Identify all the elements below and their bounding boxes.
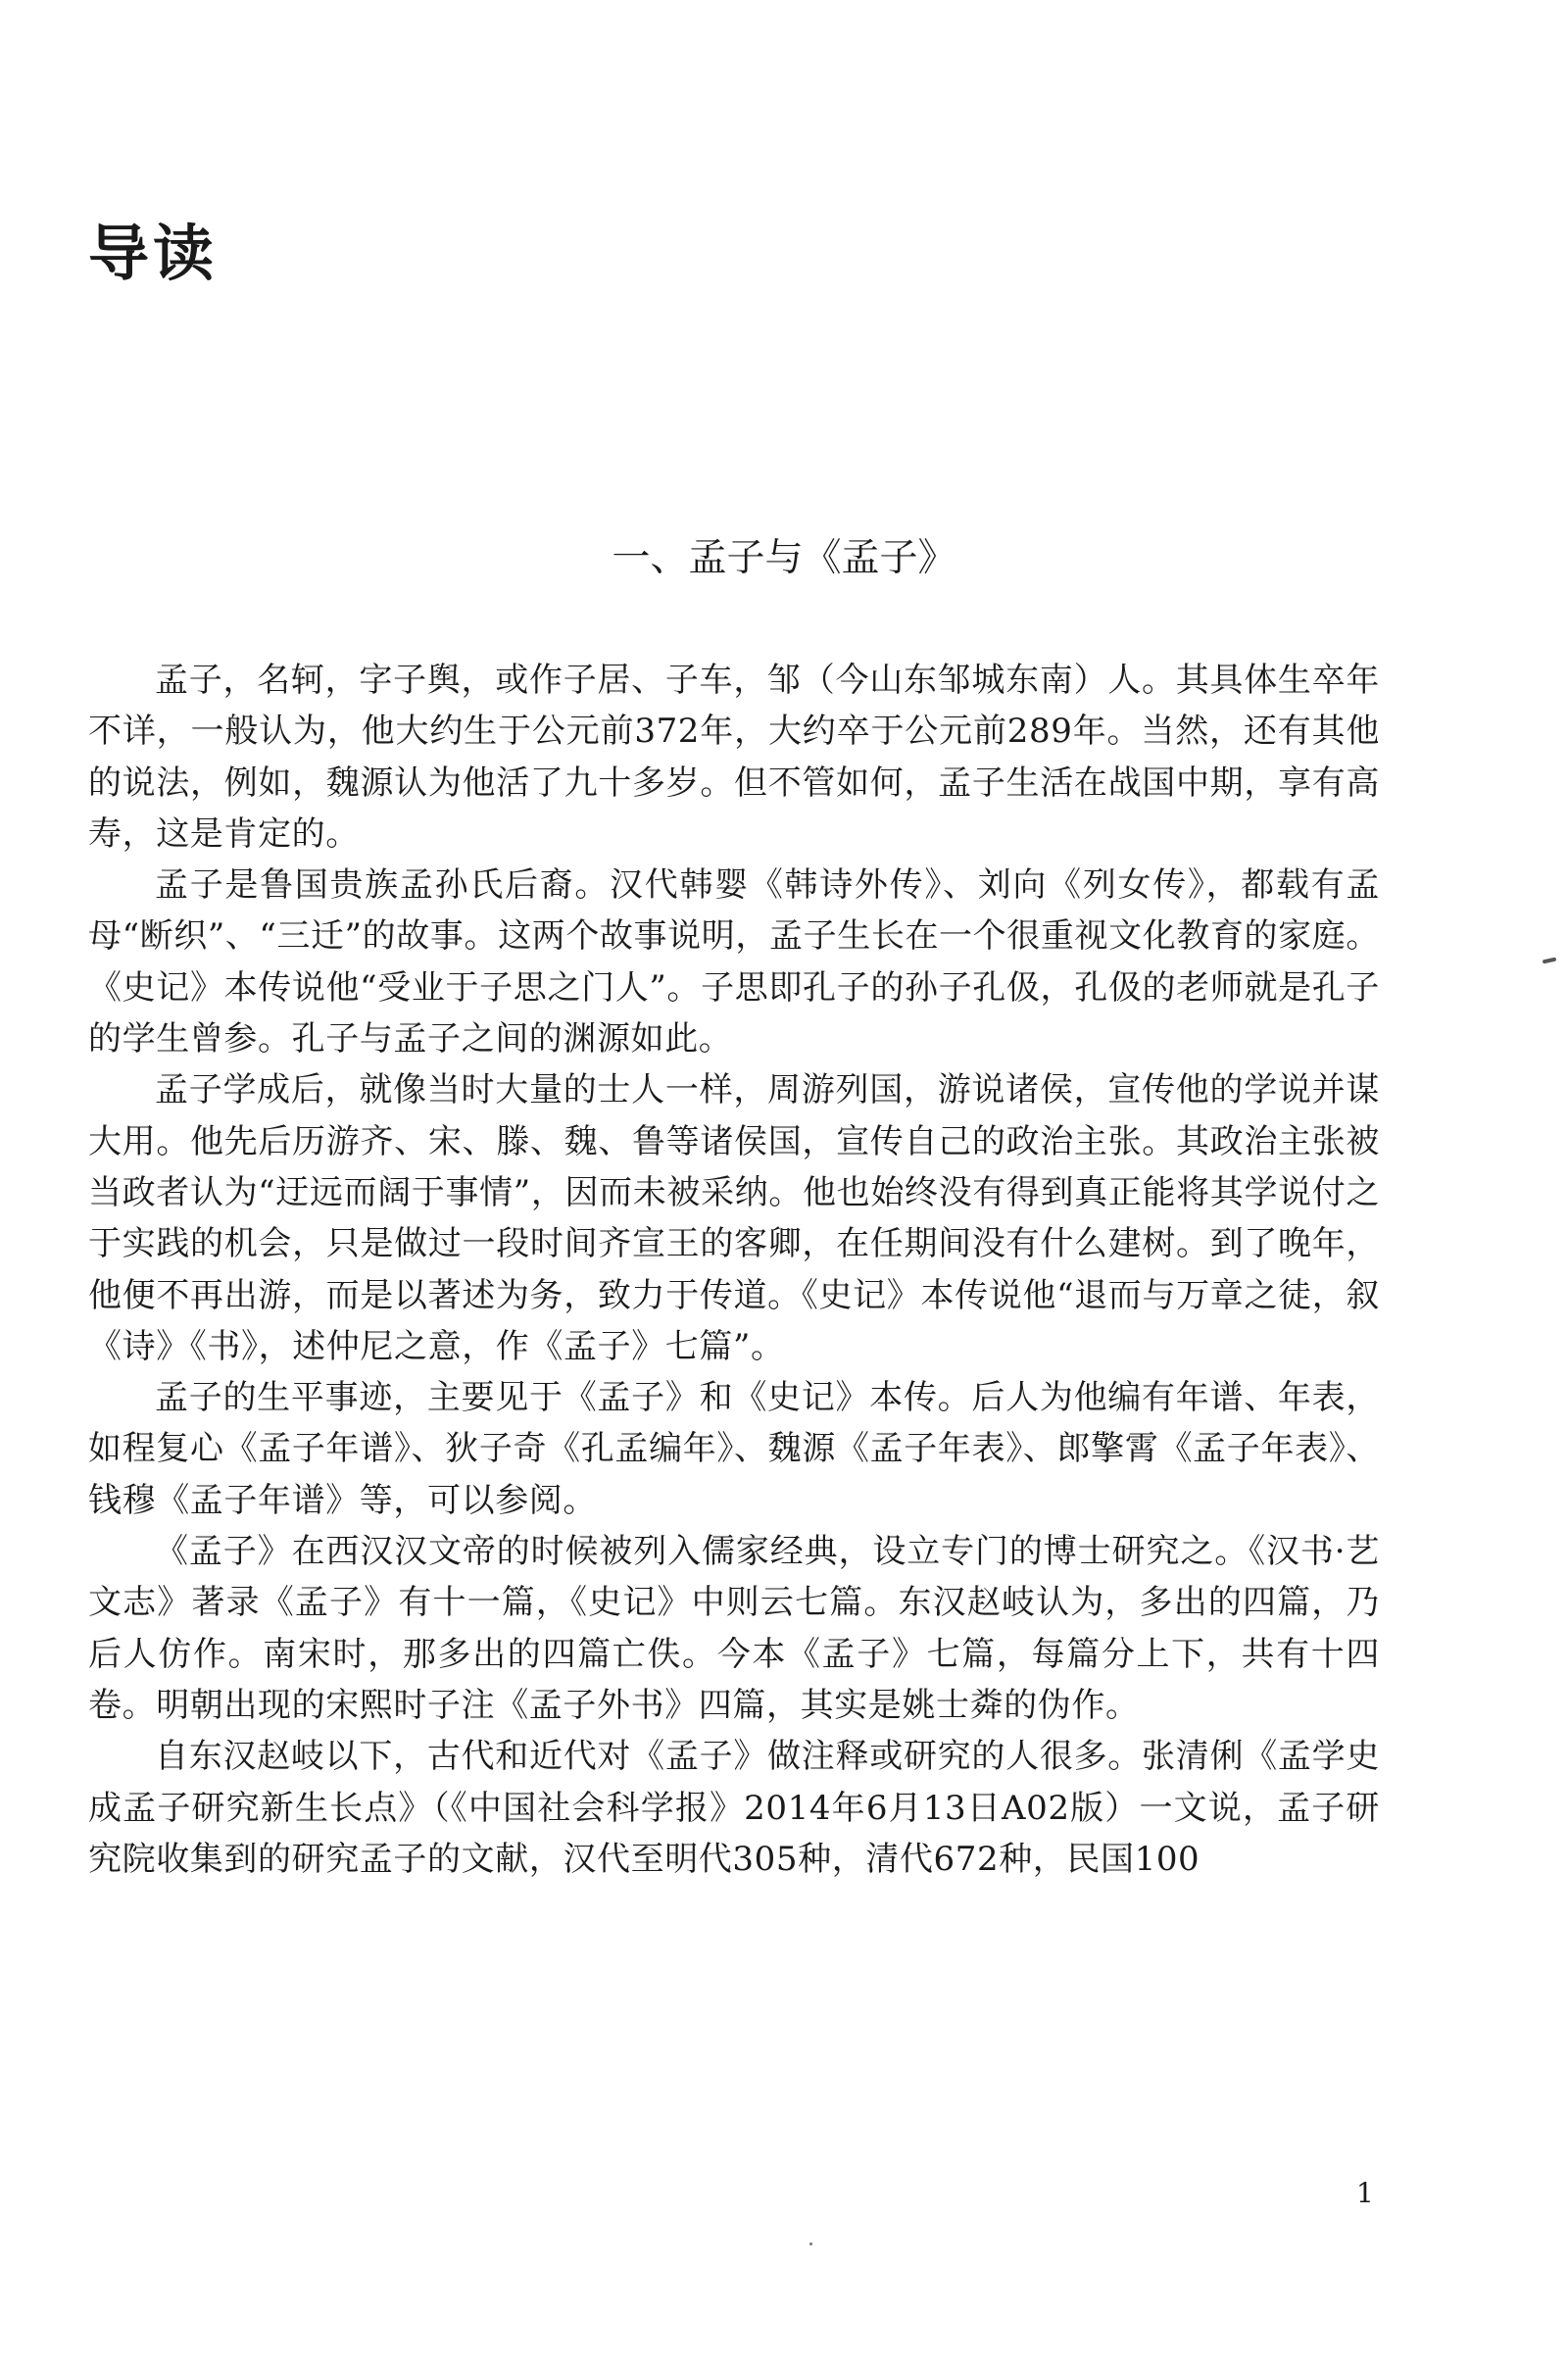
paragraph-2: 孟子是鲁国贵族孟孙氏后裔。汉代韩婴《韩诗外传》、刘向《列女传》，都载有孟母“断织”、“三迁”的故事。这两个故事说明，孟子生长在一个很重视文化教育的家庭。《史记》本传说他“受业于子思之门人”。子思即孔子的孙子孔伋，孔伋的老师就是孔子的学生曾参。孔子与孟子之间的渊源如此。 [88, 865, 1380, 1059]
chapter-title: 导读 [88, 218, 219, 289]
paragraph-3: 孟子学成后，就像当时大量的士人一样，周游列国，游说诸侯，宣传他的学说并谋大用。他先后历游齐、宋、滕、魏、鲁等诸侯国，宣传自己的政治主张。其政治主张被当政者认为“迂远而阔于事情”，因而未被采纳。他也始终没有得到真正能将其学说付之于实践的机会，只是做过一段时间齐宣王的客卿，在任期间没有什么建树。到了晚年，他便不再出游，而是以著述为务，致力于传道。《史记》本传说他“退而与万章之徒，叙《诗》《书》，述仲尼之意，作《孟子》七篇”。 [88, 1070, 1380, 1366]
section-heading: 一、孟子与《孟子》 [612, 536, 956, 580]
paragraph-5: 《孟子》在西汉汉文帝的时候被列入儒家经典，设立专门的博士研究之。《汉书·艺文志》著录《孟子》有十一篇，《史记》中则云七篇。东汉赵岐认为，多出的四篇，乃后人仿作。南宋时，那多出的四篇亡佚。今本《孟子》七篇，每篇分上下，共有十四卷。明朝出现的宋熙时子注《孟子外书》四篇，其实是姚士粦的伪作。 [88, 1532, 1380, 1725]
scan-mark [1543, 958, 1557, 964]
paragraph-4: 孟子的生平事迹，主要见于《孟子》和《史记》本传。后人为他编有年谱、年表，如程复心《孟子年谱》、狄子奇《孔孟编年》、魏源《孟子年表》、郎擎霄《孟子年表》、钱穆《孟子年谱》等，可以参阅。 [88, 1378, 1380, 1520]
paragraph-6: 自东汉赵岐以下，古代和近代对《孟子》做注释或研究的人很多。张清俐《孟学史成孟子研究新生长点》（《中国社会科学报》2014年6月13日A02版）一文说，孟子研究院收集到的研究孟子的文献，汉代至明代305种，清代672种，民国100 [88, 1737, 1380, 1879]
body-text [88, 655, 1380, 1885]
scan-dot [809, 2242, 812, 2245]
page-number: 1 [1356, 2177, 1374, 2209]
paragraph-1: 孟子，名轲，字子舆，或作子居、子车，邹（今山东邹城东南）人。其具体生卒年不详，一般认为，他大约生于公元前372年，大约卒于公元前289年。当然，还有其他的说法，例如，魏源认为他活了九十多岁。但不管如何，孟子生活在战国中期，享有高寿，这是肯定的。 [88, 661, 1380, 854]
